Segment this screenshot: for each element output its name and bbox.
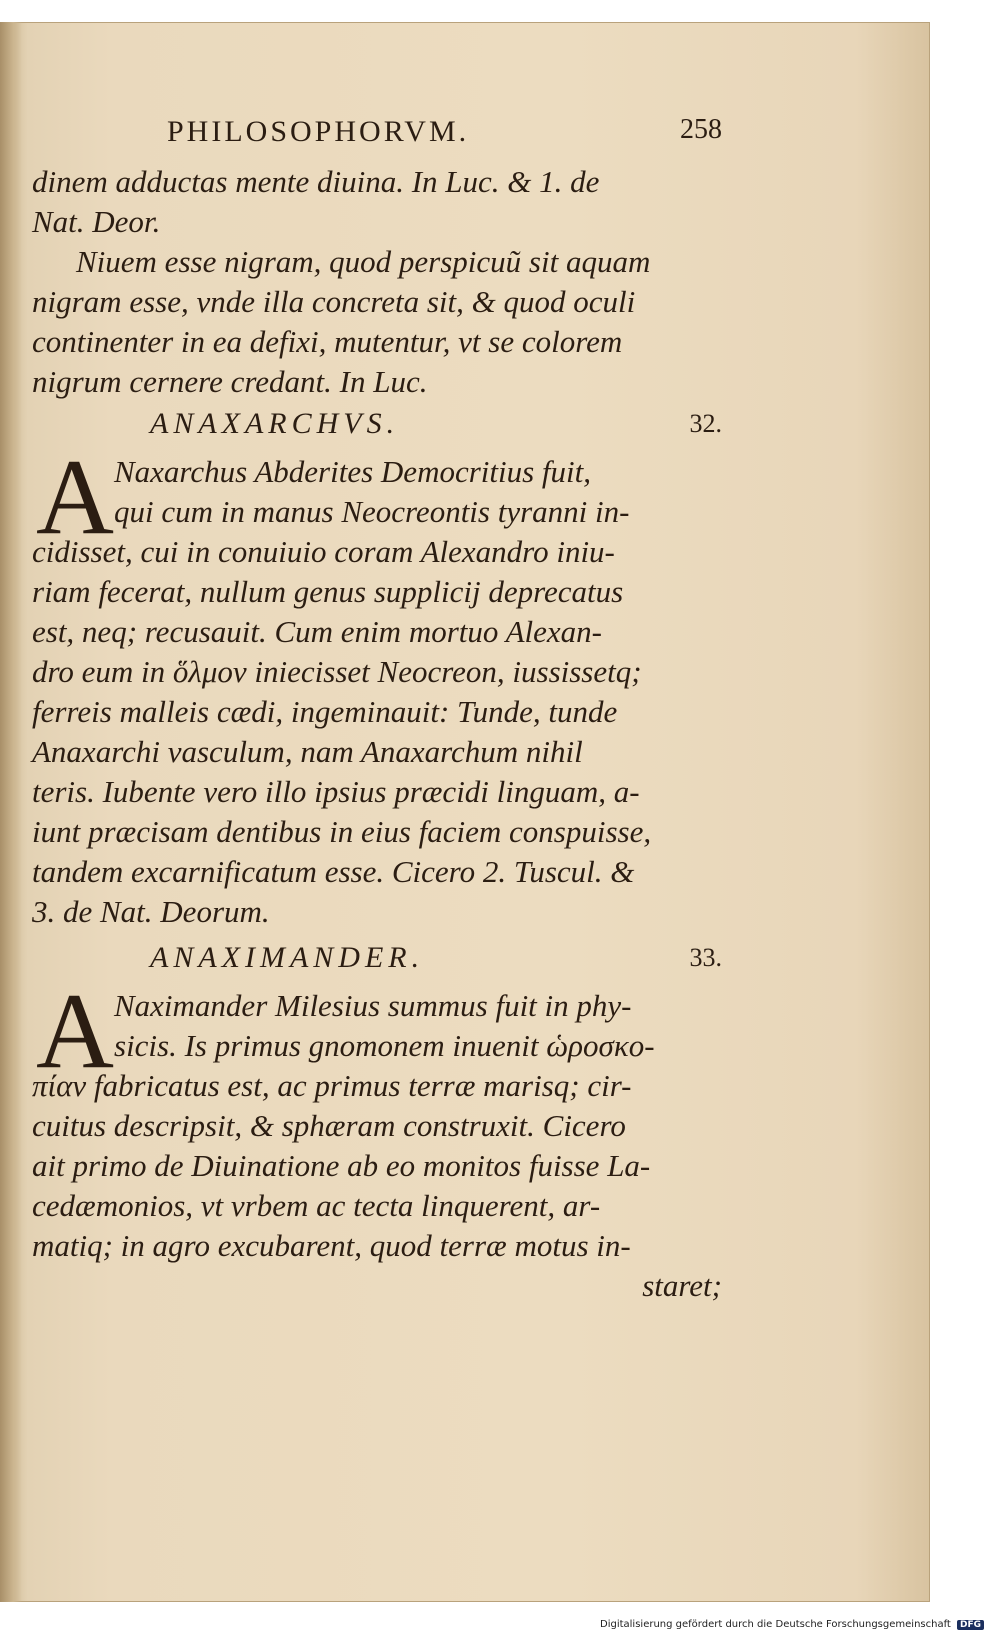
text-line: nigram esse, vnde illa concreta sit, & quod oculi (32, 284, 636, 319)
section-number: 33. (689, 943, 722, 972)
entry-anaximander (32, 972, 722, 1306)
page-content (32, 108, 722, 1306)
book-page (0, 22, 930, 1602)
text-line: staret; (642, 1268, 722, 1303)
running-title: PHILOSOPHORVM. (167, 115, 470, 148)
text-line: tandem excarnificatum esse. Cicero 2. Tuscul. & (32, 854, 635, 889)
text-line: ferreis malleis cædi, ingeminauit: Tunde, tunde (32, 694, 618, 729)
running-head (32, 108, 722, 162)
text-line: Anaxarchi vasculum, nam Anaxarchum nihil (32, 734, 583, 769)
text-line: Naximander Milesius summus fuit in phy- (114, 988, 632, 1023)
text-line: sicis. Is primus gnomonem inuenit ὡροσκο- (114, 1028, 655, 1063)
section-heading-anaximander (32, 938, 722, 982)
text-line: iunt præcisam dentibus in eius faciem conspuisse, (32, 814, 652, 849)
section-title: ANAXARCHVS. (150, 407, 400, 440)
text-line: continenter in ea defixi, mutentur, vt se colorem (32, 324, 623, 359)
entry-anaxarchus (32, 438, 722, 932)
text-line: nigrum cernere credant. In Luc. (32, 364, 428, 399)
text-line: teris. Iubente vero illo ipsius præcidi linguam, a- (32, 774, 640, 809)
credit-text: Digitalisierung gefördert durch die Deutsche Forschungsgemeinschaft (600, 1619, 951, 1630)
section-title: ANAXIMANDER. (150, 941, 425, 974)
section-heading-anaxarchus (32, 404, 722, 448)
drop-cap: A (36, 972, 114, 1091)
text-line: Nat. Deor. (32, 204, 161, 239)
dfg-logo: DFG (957, 1620, 984, 1630)
digitization-credit (600, 1619, 984, 1630)
text-line: cuitus descripsit, & sphæram construxit. Cicero (32, 1108, 626, 1143)
paragraph-niuem (32, 242, 722, 402)
drop-cap: A (36, 438, 114, 557)
text-line: dro eum in ὅλμον iniecisset Neocreon, iussissetq; (32, 654, 642, 689)
text-line: dinem adductas mente diuina. In Luc. & 1. de (32, 164, 600, 199)
text-line: πίαν fabricatus est, ac primus terræ marisq; cir- (32, 1068, 632, 1103)
section-number: 32. (689, 409, 722, 438)
text-line: riam fecerat, nullum genus supplicij deprecatus (32, 574, 624, 609)
text-line: Niuem esse nigram, quod perspicuũ sit aquam (76, 244, 651, 279)
text-line: cidisset, cui in conuiuio coram Alexandro iniu- (32, 534, 615, 569)
text-line: est, neq; recusauit. Cum enim mortuo Alexan- (32, 614, 602, 649)
page-number: 258 (680, 114, 722, 145)
text-line: matiq; in agro excubarent, quod terræ motus in- (32, 1228, 631, 1263)
text-line: Naxarchus Abderites Democritius fuit, (114, 454, 592, 489)
text-line: qui cum in manus Neocreontis tyranni in- (114, 494, 630, 529)
opening-paragraph (32, 162, 722, 242)
text-line: cedæmonios, vt vrbem ac tecta linquerent, ar- (32, 1188, 601, 1223)
text-line: 3. de Nat. Deorum. (32, 894, 270, 929)
text-line: ait primo de Diuinatione ab eo monitos fuisse La- (32, 1148, 651, 1183)
